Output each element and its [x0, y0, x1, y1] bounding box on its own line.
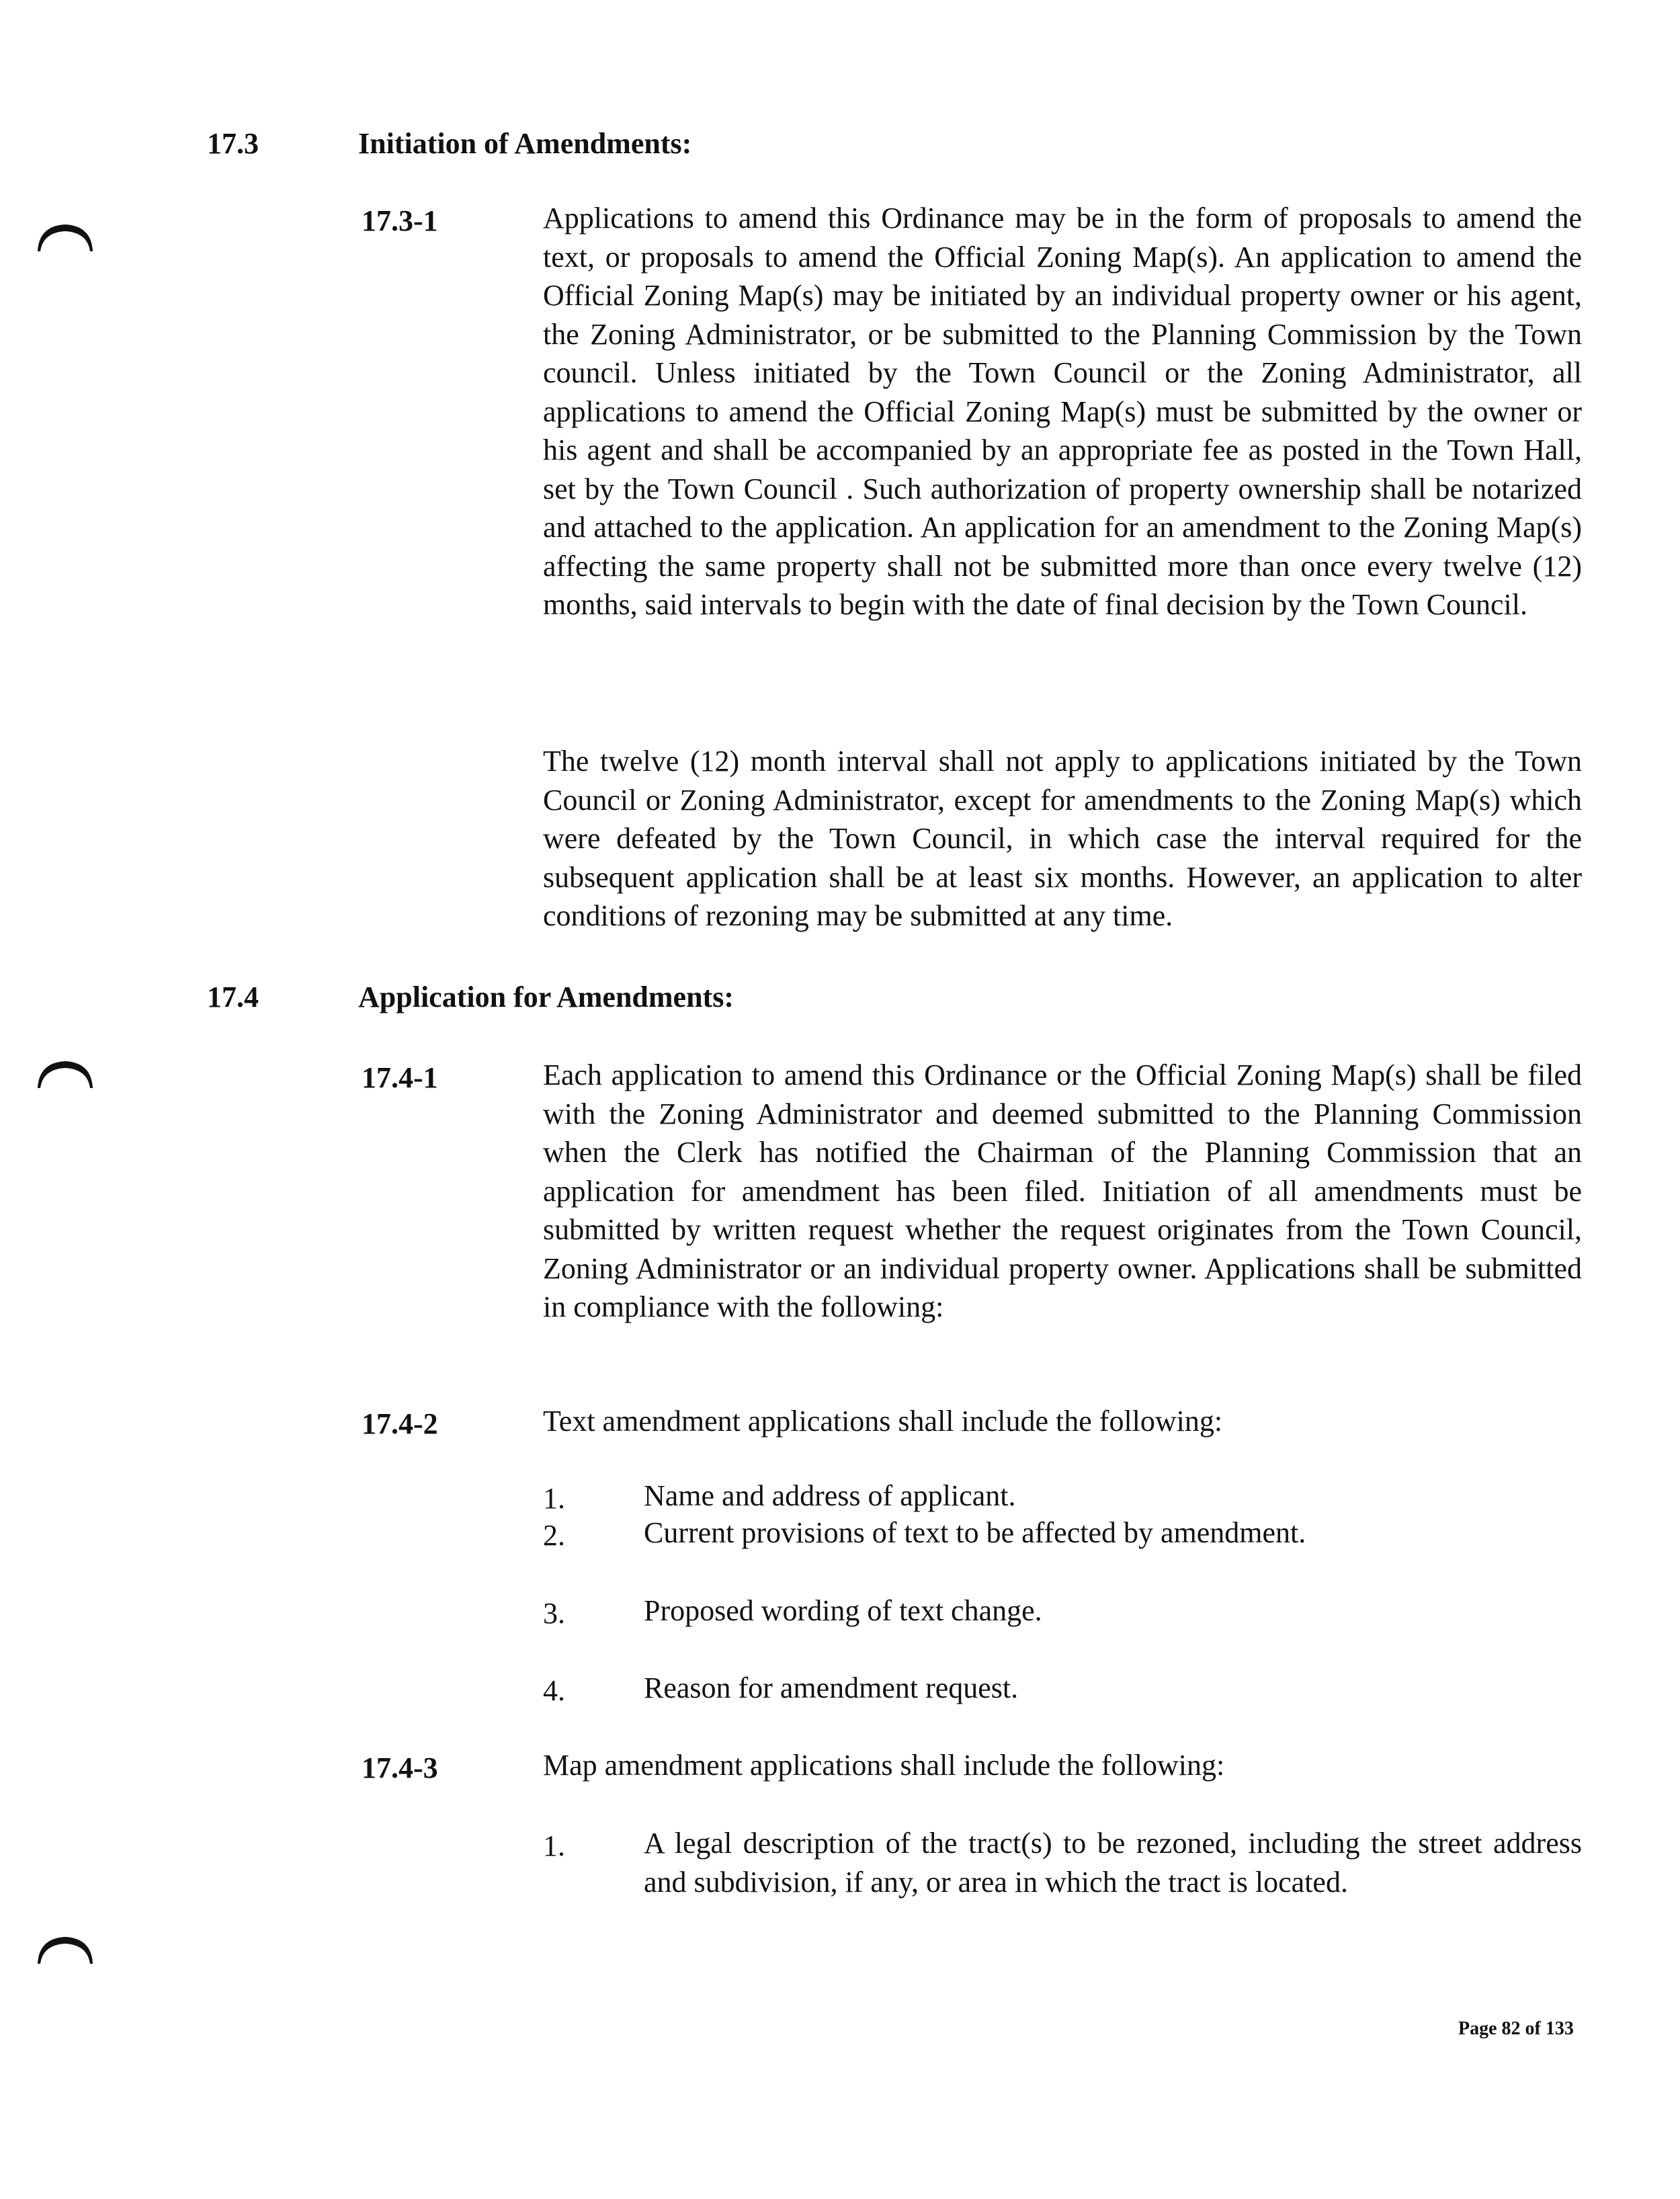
list-item-number: 4.	[543, 1674, 565, 1707]
paragraph: Each application to amend this Ordinance or the Official Zoning Map(s) shall be filed with the Zoning Administrator and deemed submitted to the Planning Commission when the Clerk has notified the Chairman of the Planning Commission that an application for amendment has been filed. Initiation of all amendments must be submitted by written request whether the request originates from the Town Council, Zoning Administrator or an individual property owner. Applications shall be submitted in compliance with the following:	[543, 1059, 1582, 1323]
list-item-text: Reason for amendment request.	[644, 1671, 1019, 1704]
list-item-number: 1.	[543, 1829, 565, 1862]
paragraph: The twelve (12) month interval shall not apply to applications initiated by the Town Council or Zoning Administrator, except for amendments to the Zoning Map(s) which were defeated by the Town Council, in which case the interval required for the subsequent application shall be at least six months. However, an application to alter conditions of rezoning may be submitted at any time.	[543, 745, 1582, 932]
punch-hole-mark-middle	[35, 1059, 110, 1096]
list-item-text: Current provisions of text to be affected by amendment.	[644, 1516, 1306, 1549]
paragraph: Applications to amend this Ordinance may be in the form of proposals to amend the text, or proposals to amend the Official Zoning Map(s). An application to amend the Official Zoning Map(s) may be initiated by an individual property owner or his agent, the Zoning Administrator, or be submitted to the Planning Commission by the Town council. Unless initiated by the Town Council or the Zoning Administrator, all applications to amend the Official Zoning Map(s) must be submitted by the owner or his agent and shall be accompanied by an appropriate fee as posted in the Town Hall, set by the Town Council . Such authorization of property ownership shall be notarized and attached to the application. An application for an amendment to the Zoning Map(s) affecting the same property shall not be submitted more than once every twelve (12) months, said intervals to begin with the date of final decision by the Town Council.	[543, 202, 1582, 621]
list-item-number: 2.	[543, 1519, 565, 1552]
punch-hole-mark-bottom	[35, 1934, 110, 1972]
subsection-intro: Map amendment applications shall include the following:	[543, 1749, 1225, 1782]
subsection-number: 17.4-1	[362, 1061, 438, 1094]
subsection-number: 17.4-2	[362, 1407, 438, 1440]
section-title: Initiation of Amendments:	[358, 127, 692, 160]
punch-hole-mark-top	[35, 222, 110, 259]
page-number-footer: Page 82 of 133	[1458, 2018, 1574, 2039]
section-number: 17.3	[207, 127, 259, 160]
subsection-number: 17.4-3	[362, 1751, 438, 1784]
subsection-number: 17.3-1	[362, 204, 438, 237]
list-item-text: A legal description of the tract(s) to be rezoned, including the street address and subdivision, if any, or area in which the tract is located.	[644, 1827, 1582, 1899]
list-item-number: 1.	[543, 1482, 565, 1515]
list-item-number: 3.	[543, 1597, 565, 1630]
list-item-text: Proposed wording of text change.	[644, 1594, 1042, 1627]
list-item-text: Name and address of applicant.	[644, 1479, 1016, 1512]
subsection-intro: Text amendment applications shall include the following:	[543, 1405, 1223, 1438]
section-title: Application for Amendments:	[358, 981, 734, 1013]
section-number: 17.4	[207, 981, 259, 1013]
